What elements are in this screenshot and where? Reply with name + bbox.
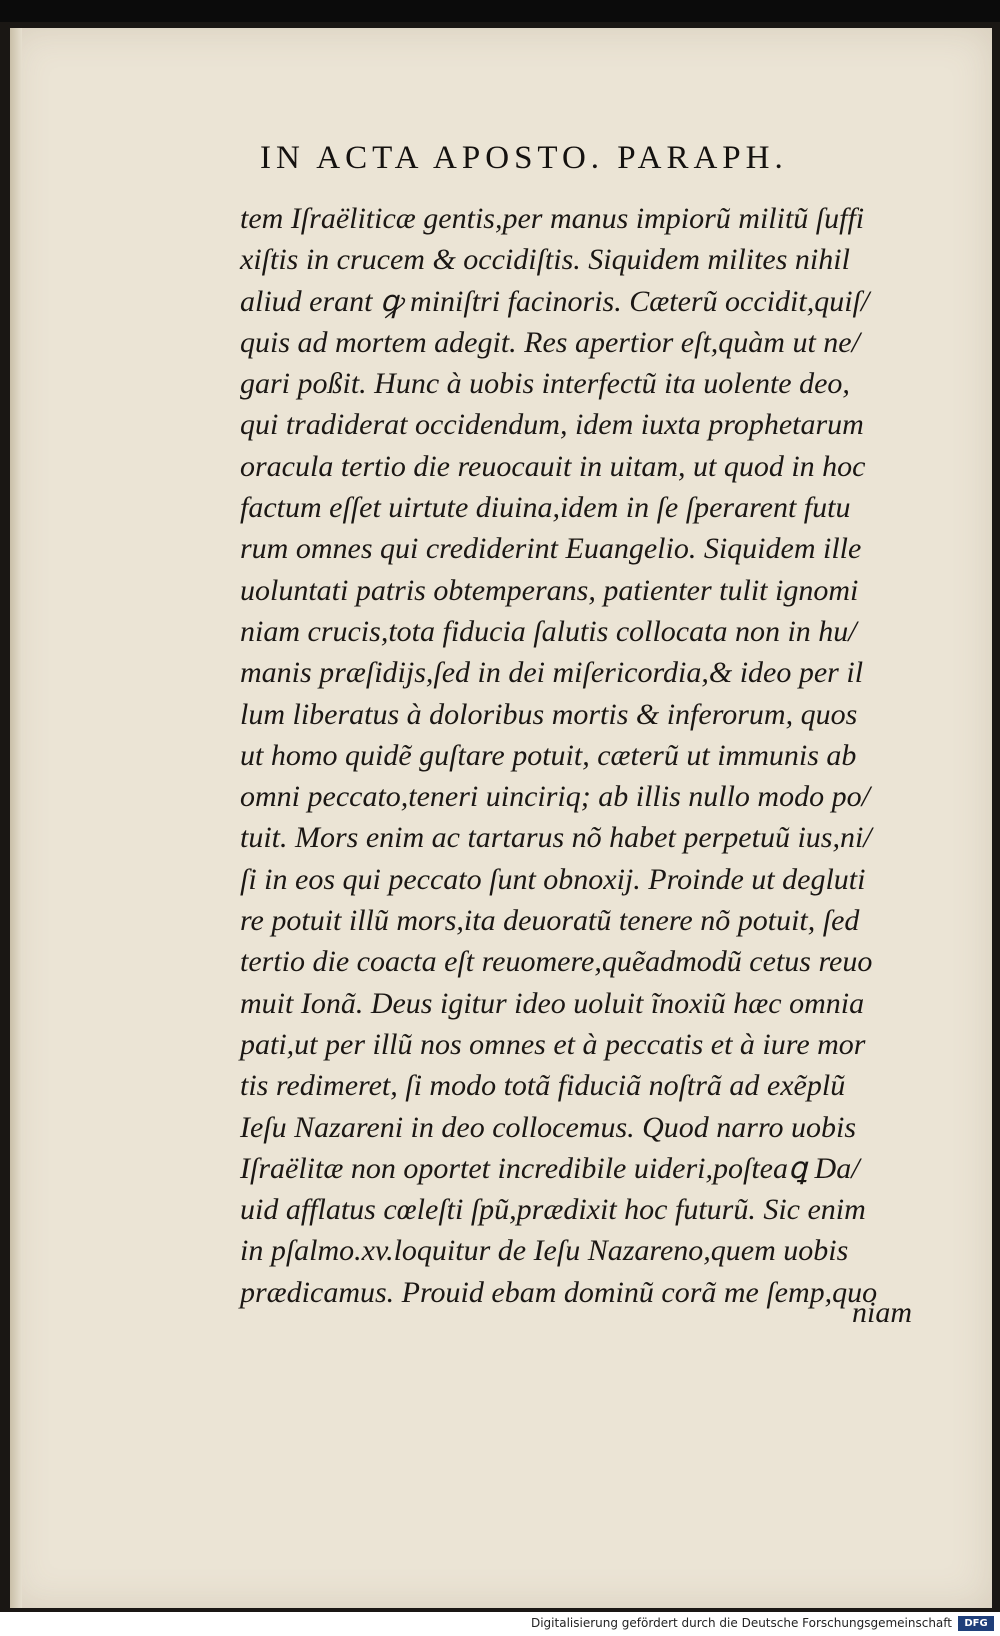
- text-line: Iſraëlitæ non oportet incredibile uideri,poſteaꝗ Da/: [240, 1151, 860, 1185]
- text-line: ſi in eos qui peccato ſunt obnoxij. Proinde ut degluti: [240, 862, 866, 896]
- text-line: uoluntati patris obtemperans, patienter tulit ignomi: [240, 573, 859, 607]
- text-line: aliud erant ꝙ miniſtri facinoris. Cæterũ occidit,quiſ/: [240, 284, 870, 318]
- text-line: lum liberatus à doloribus mortis & inferorum, quos: [240, 697, 858, 731]
- text-line: tuit. Mors enim ac tartarus nõ habet perpetuũ ius,ni/: [240, 821, 872, 855]
- text-line: quis ad mortem adegit. Res apertior eſt,quàm ut ne/: [240, 325, 860, 359]
- text-line: qui tradiderat occidendum, idem iuxta prophetarum: [240, 408, 864, 442]
- page-binding-edge: [10, 28, 22, 1608]
- catchword: niam: [852, 1296, 912, 1329]
- text-line: manis præſidijs,ſed in dei miſericordia,& ideo per il: [240, 656, 864, 690]
- body-text: [240, 198, 940, 1313]
- text-line: pati,ut per illũ nos omnes et à peccatis et à iure mor: [240, 1027, 866, 1061]
- text-line: ut homo quidẽ guſtare potuit, cæterũ ut immunis ab: [240, 738, 857, 772]
- text-line: in pſalmo.xv.loquitur de Ieſu Nazareno,quem uobis: [240, 1234, 849, 1268]
- text-line: muit Ionã. Deus igitur ideo uoluit ĩnoxiũ hæc omnia: [240, 986, 865, 1020]
- text-line: niam crucis,tota fiducia ſalutis collocata non in hu/: [240, 614, 857, 648]
- dfg-logo: DFG: [958, 1616, 994, 1631]
- funding-credit: Digitalisierung gefördert durch die Deutsche Forschungsgemeinschaft: [530, 1616, 952, 1630]
- text-line: tertio die coacta eſt reuomere,quẽadmodũ cetus reuo: [240, 945, 873, 979]
- text-line: oracula tertio die reuocauit in uitam, ut quod in hoc: [240, 449, 866, 483]
- text-line: gari poßit. Hunc à uobis interfectũ ita uolente deo,: [240, 367, 850, 401]
- text-line: tis redimeret, ſi modo totã fiduciã noſtrã ad exẽplũ: [240, 1069, 846, 1103]
- text-line: Ieſu Nazareni in deo collocemus. Quod narro uobis: [240, 1110, 857, 1144]
- running-header: IN ACTA APOSTO. PARAPH.: [260, 140, 788, 176]
- footer-bar: [0, 1612, 1000, 1636]
- text-line: factum eſſet uirtute diuina,idem in ſe ſperarent futu: [240, 491, 851, 525]
- scan-frame: [0, 22, 1000, 1612]
- book-page: [10, 28, 992, 1608]
- text-line: tem Iſraëliticæ gentis,per manus impiorũ militũ ſuffi: [240, 202, 865, 235]
- text-line: rum omnes qui crediderint Euangelio. Siquidem ille: [240, 532, 862, 566]
- text-line: omni peccato,teneri uinciriq; ab illis nullo modo po/: [240, 780, 870, 814]
- text-line: xiſtis in crucem & occidiſtis. Siquidem milites nihil: [240, 243, 850, 277]
- text-line: prædicamus. Prouid ebam dominũ corã me ſemp,quo: [240, 1275, 878, 1309]
- text-line: uid afflatus cœleſti ſpũ,prædixit hoc futurũ. Sic enim: [240, 1193, 866, 1227]
- text-line: re potuit illũ mors,ita deuoratũ tenere nõ potuit, ſed: [240, 904, 860, 938]
